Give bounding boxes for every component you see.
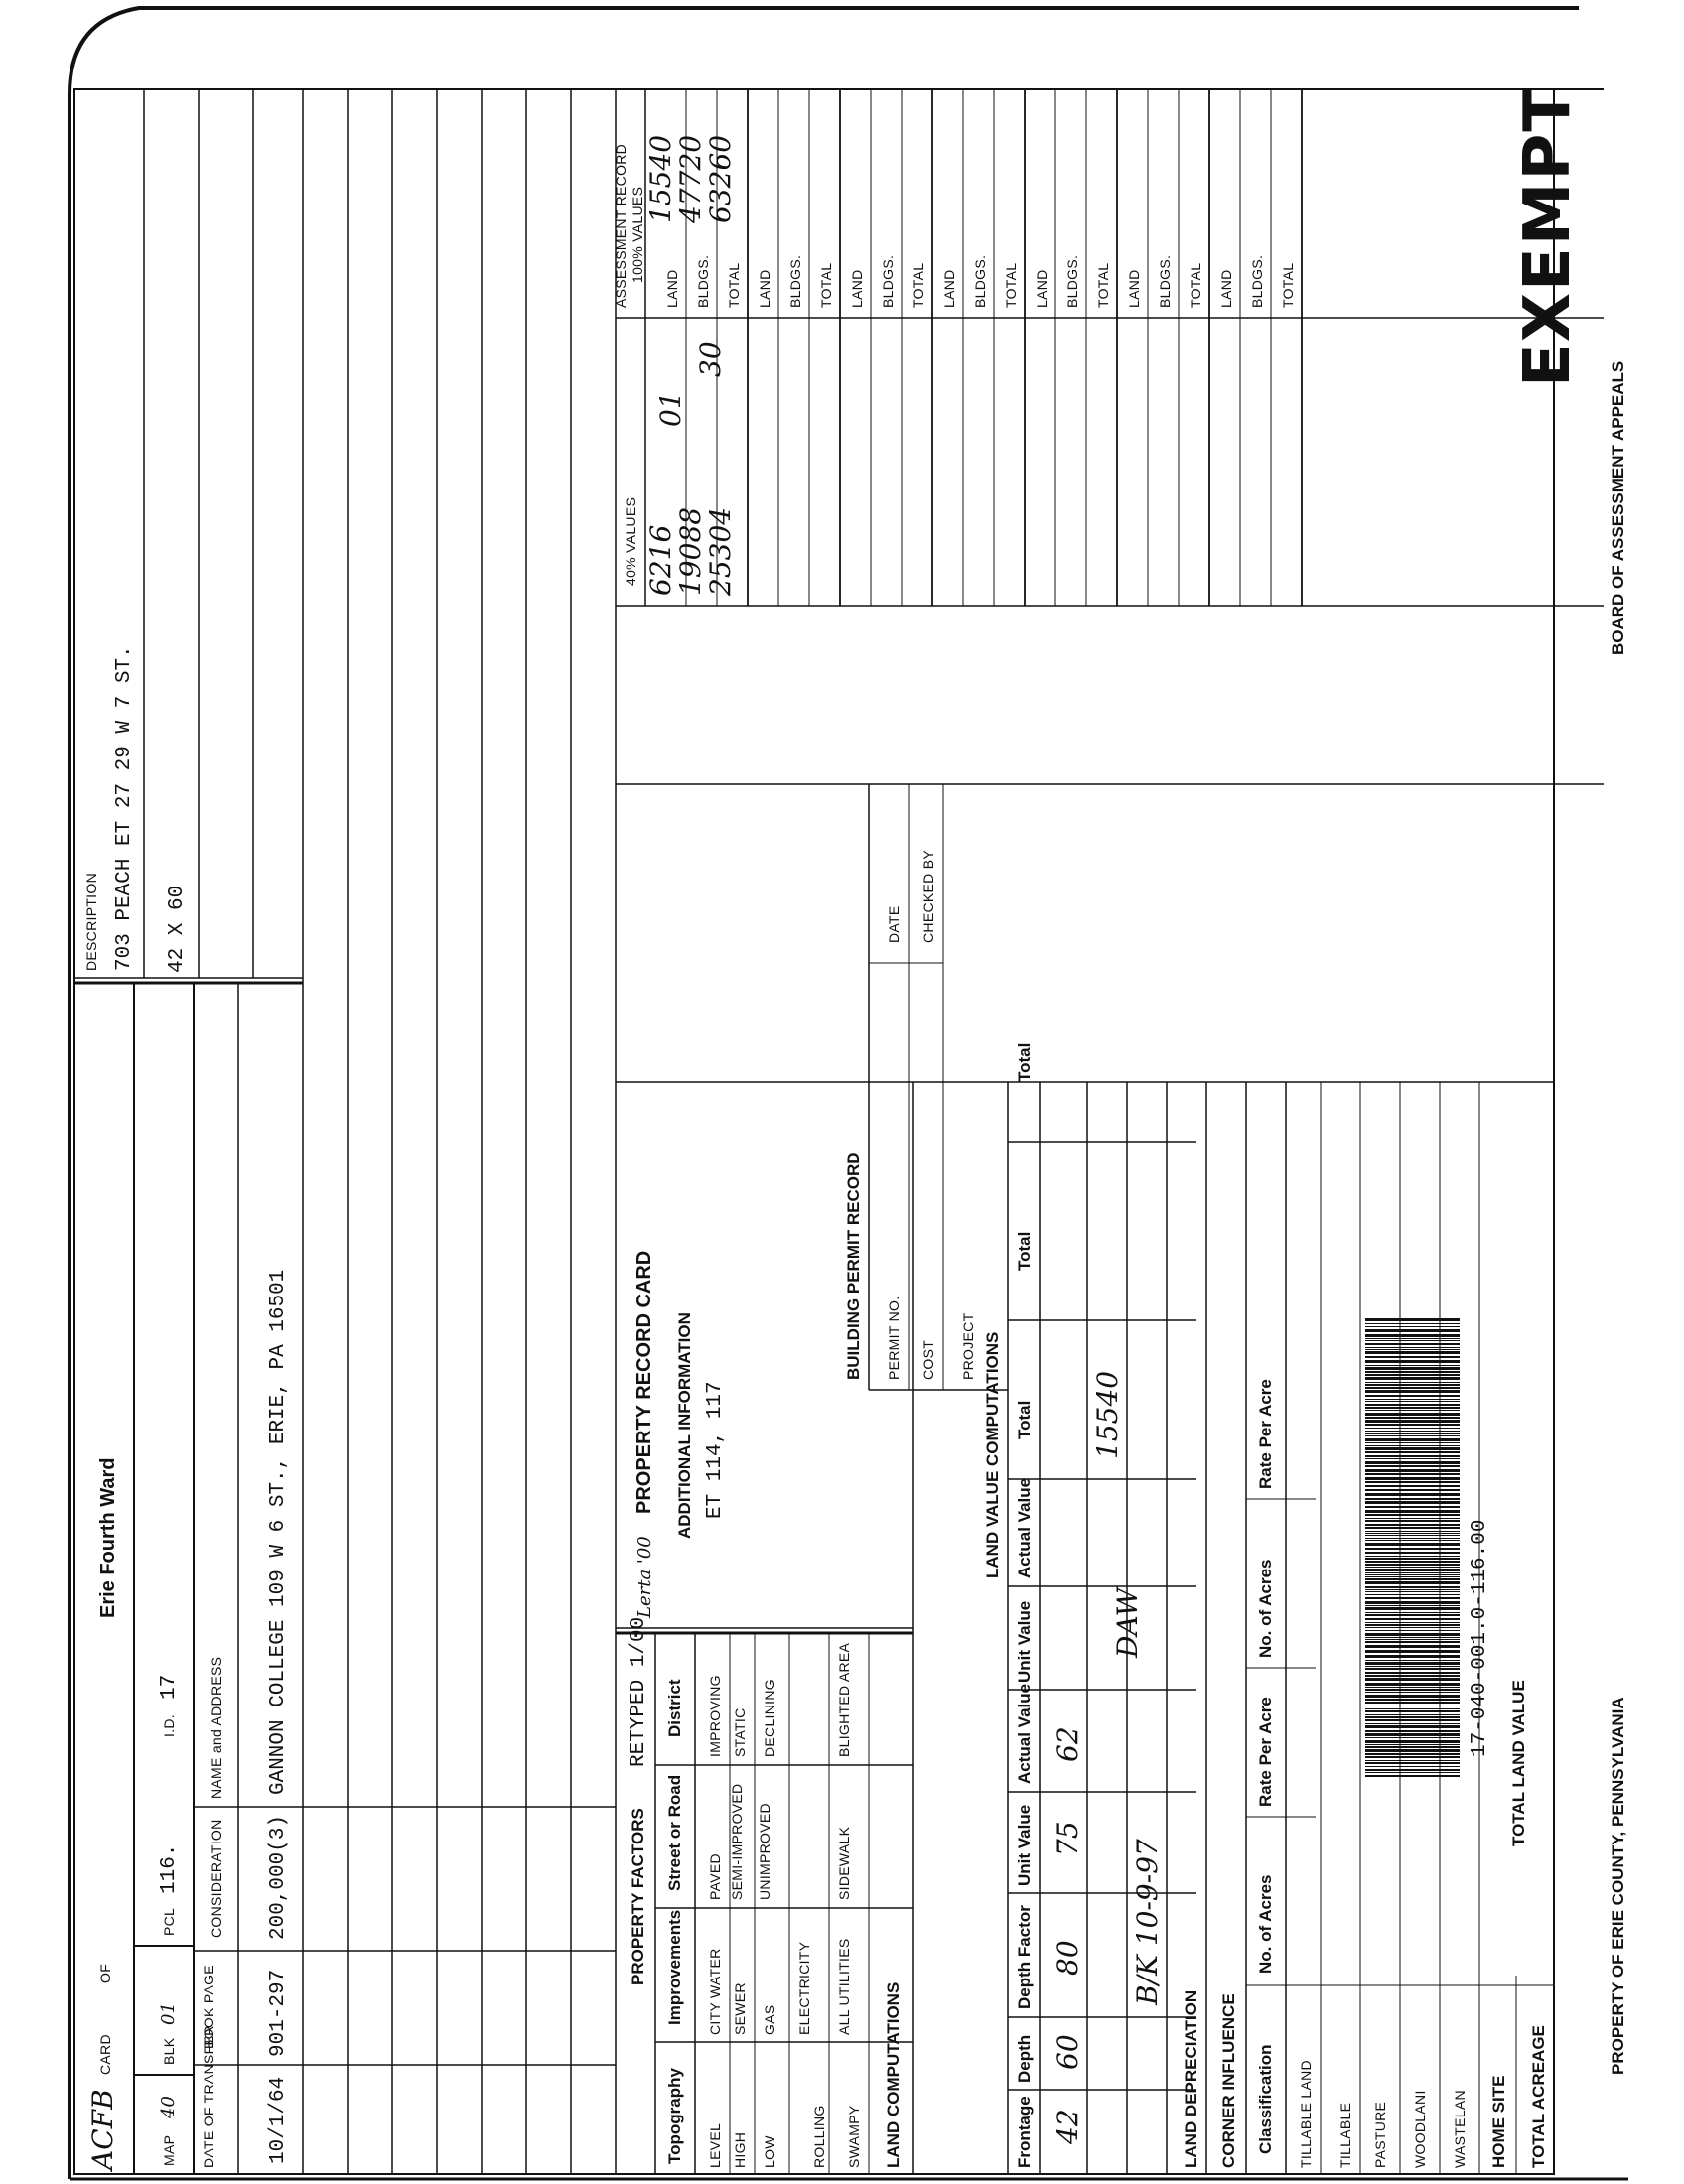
blk-label: BLK (161, 2037, 177, 2065)
barcode-bar (1365, 1501, 1460, 1504)
barcode-bar (1365, 1730, 1460, 1732)
hdr-name: NAME and ADDRESS (209, 1656, 224, 1799)
barcode-bar (1365, 1660, 1460, 1661)
district-declining: DECLINING (762, 1679, 777, 1757)
acre-woodland: WOODLANI (1412, 2090, 1428, 2168)
barcode-bar (1365, 1329, 1460, 1332)
assessment-row-label: LAND (1218, 269, 1234, 308)
barcode-bar (1365, 1641, 1460, 1643)
hdr-district: District (665, 1679, 684, 1737)
acre-wasteland: WASTELAN (1452, 2090, 1468, 2168)
acre-home-site: HOME SITE (1489, 2075, 1508, 2168)
assessment-row-label: TOTAL (1003, 262, 1019, 308)
transfer-name: GANNON COLLEGE 109 W 6 ST., ERIE, PA 16501 (267, 1269, 290, 1795)
barcode-bar (1365, 1710, 1460, 1712)
footer-left: PROPERTY OF ERIE COUNTY, PENNSYLVANIA (1609, 1697, 1627, 2075)
barcode-bar (1365, 1655, 1460, 1658)
assessment-row-label: BLDGS. (1157, 254, 1173, 308)
barcode-bar (1365, 1420, 1460, 1423)
topo-high: HIGH (732, 2131, 748, 2168)
building-permit-title: BUILDING PERMIT RECORD (844, 1152, 863, 1380)
barcode-bar (1365, 1431, 1460, 1432)
barcode-bar (1365, 1498, 1460, 1500)
barcode-bar (1365, 1384, 1460, 1386)
barcode-bar (1365, 1574, 1460, 1575)
barcode-bar (1365, 1473, 1460, 1475)
barcode-bar (1365, 1719, 1460, 1721)
pcl-label: PCL (161, 1907, 177, 1936)
barcode-bar (1365, 1695, 1460, 1698)
land-value-title: LAND VALUE COMPUTATIONS (983, 1331, 1002, 1578)
description-line1: 703 PEACH ET 27 29 W 7 ST. (113, 645, 136, 971)
barcode-bar (1365, 1477, 1460, 1480)
assessment-row-label: TOTAL (911, 262, 926, 308)
barcode-bar (1365, 1447, 1460, 1450)
acre-tillable: TILLABLE (1337, 2102, 1353, 2168)
rotated-form (74, 86, 1627, 2174)
transfer-date: 10/1/64 (267, 2076, 290, 2164)
retyped-note: RETYPED 1/00 (628, 1616, 650, 1767)
barcode-bar (1365, 1548, 1460, 1550)
assessment-row-label: BLDGS. (880, 254, 896, 308)
barcode-bar (1365, 1637, 1460, 1638)
footer-right: BOARD OF ASSESSMENT APPEALS (1609, 360, 1627, 655)
assessment-row-label: LAND (757, 269, 772, 308)
lv-hdr-total-3: Total (1015, 1042, 1034, 1082)
barcode-bar (1365, 1520, 1460, 1522)
lv-hdr-actual-value: Actual Value (1015, 1683, 1034, 1784)
barcode-bar (1365, 1340, 1460, 1341)
barcode-bar (1365, 1428, 1460, 1429)
id-label: I.D. (161, 1714, 177, 1737)
topo-rolling: ROLLING (811, 2105, 827, 2168)
street-semi: SEMI-IMPROVED (729, 1783, 745, 1900)
street-sidewalk: SIDEWALK (836, 1826, 852, 1900)
topo-low: LOW (762, 2135, 777, 2168)
barcode-bar (1365, 1318, 1460, 1321)
lv-hdr-actual-value-2: Actual Value (1015, 1477, 1034, 1578)
barcode-bar (1365, 1622, 1460, 1623)
hdr-topography: Topography (665, 2068, 684, 2164)
barcode-bar (1365, 1538, 1460, 1539)
header-region (74, 89, 616, 2174)
barcode-bar (1365, 1367, 1460, 1370)
barcode-bar (1365, 1543, 1460, 1546)
barcode-bar (1365, 1493, 1460, 1496)
barcode-bar (1365, 1413, 1460, 1416)
barcode-bar (1365, 1404, 1460, 1406)
assessment-label: ASSESSMENT RECORD (613, 143, 629, 308)
barcode-bar (1365, 1360, 1460, 1363)
barcode-bar (1365, 1737, 1460, 1738)
barcode-bar (1365, 1451, 1460, 1453)
barcode-bar (1365, 1581, 1460, 1584)
assessment-row-label: BLDGS. (1064, 254, 1080, 308)
total-land-value: TOTAL LAND VALUE (1509, 1680, 1528, 1846)
barcode-bar (1365, 1401, 1460, 1402)
additional-info-value: ET 114, 117 (704, 1381, 727, 1519)
card-of-label: OF (97, 1963, 113, 1983)
assessment-row-label: LAND (941, 269, 957, 308)
barcode-bar (1365, 1347, 1460, 1348)
assessment-row-label: TOTAL (818, 262, 834, 308)
forty-bldgs: 19088 (674, 506, 707, 596)
permit-project: PROJECT (960, 1312, 976, 1380)
acre-tillable-land: TILLABLE LAND (1298, 2060, 1314, 2168)
barcode-bar (1365, 1614, 1460, 1616)
corner-influence-label: CORNER INFLUENCE (1219, 1993, 1238, 2168)
map-value: 40 (158, 2096, 179, 2118)
barcode-bar (1365, 1558, 1460, 1560)
barcode-bar (1365, 1744, 1460, 1745)
values-section (74, 89, 1604, 784)
imp-city-water: CITY WATER (707, 1948, 723, 2035)
barcode-bar (1365, 1351, 1460, 1354)
barcode-bar (1365, 1382, 1460, 1383)
barcode-bar (1365, 1564, 1460, 1566)
acre-total-acreage: TOTAL ACREAGE (1529, 2025, 1548, 2168)
barcode (1365, 1318, 1460, 1777)
lv-hdr-depth: Depth (1015, 2034, 1034, 2083)
barcode-bar (1365, 1586, 1460, 1588)
barcode-bar (1365, 1769, 1460, 1771)
imp-all-utilities: ALL UTILITIES (836, 1938, 852, 2035)
lv-depth: 60 (1052, 2034, 1084, 2070)
assessment-row-label: LAND (1034, 269, 1050, 308)
barcode-bar (1365, 1377, 1460, 1380)
barcode-bar (1365, 1561, 1460, 1563)
assessment-row-label: TOTAL (1095, 262, 1111, 308)
barcode-bar (1365, 1605, 1460, 1606)
barcode-bar (1365, 1399, 1460, 1400)
permit-date: DATE (886, 905, 902, 943)
barcode-bar (1365, 1572, 1460, 1573)
assessment-row-label: BLDGS. (695, 254, 711, 308)
district-static: STATIC (732, 1707, 748, 1757)
barcode-bar (1365, 1533, 1460, 1534)
barcode-bar (1365, 1639, 1460, 1640)
barcode-bar (1365, 1485, 1460, 1487)
assessment-row-label: LAND (1126, 269, 1142, 308)
barcode-bar (1365, 1556, 1460, 1557)
lv-total: 15540 (1091, 1370, 1124, 1459)
barcode-bar (1365, 1569, 1460, 1571)
barcode-bar (1365, 1469, 1460, 1472)
barcode-bar (1365, 1465, 1460, 1467)
ward-title: Erie Fourth Ward (97, 1457, 119, 1618)
hundred-bldgs: 47720 (674, 134, 707, 223)
district-blighted: BLIGHTED AREA (836, 1642, 852, 1757)
barcode-bar (1365, 1740, 1460, 1743)
barcode-bar (1365, 1576, 1460, 1577)
barcode-bar (1365, 1578, 1460, 1580)
barcode-bar (1365, 1567, 1460, 1568)
barcode-bar (1365, 1424, 1460, 1426)
barcode-bar (1365, 1510, 1460, 1513)
district-improving: IMPROVING (707, 1675, 723, 1757)
land-computations-title: LAND COMPUTATIONS (884, 1981, 903, 2168)
barcode-bar (1365, 1762, 1460, 1764)
topo-level: LEVEL (707, 2122, 723, 2168)
barcode-bar (1365, 1753, 1460, 1755)
barcode-bar (1365, 1506, 1460, 1508)
barcode-bar (1365, 1645, 1460, 1648)
blk-value: 01 (158, 2002, 179, 2025)
code-b: 30 (694, 341, 727, 377)
hundred-land: 15540 (644, 134, 677, 223)
barcode-bar (1365, 1481, 1460, 1483)
barcode-bar (1365, 1334, 1460, 1337)
barcode-bar (1365, 1687, 1460, 1688)
lv-unit-value: 75 (1052, 1821, 1084, 1856)
form-frame (74, 89, 1554, 2174)
barcode-bar (1365, 1518, 1460, 1519)
barcode-bar (1365, 1407, 1460, 1409)
imp-gas: GAS (762, 2004, 777, 2035)
barcode-bar (1365, 1716, 1460, 1718)
barcode-bar (1365, 1365, 1460, 1366)
barcode-bar (1365, 1356, 1460, 1358)
assessment-row-label: TOTAL (726, 262, 742, 308)
barcode-bar (1365, 1607, 1460, 1610)
lv-initials: DAW (1111, 1587, 1144, 1658)
barcode-bar (1365, 1326, 1460, 1327)
code-a: 01 (654, 391, 687, 427)
permit-cost: COST (920, 1339, 936, 1380)
land-depreciation-label: LAND DEPRECIATION (1182, 1989, 1200, 2168)
barcode-bar (1365, 1633, 1460, 1636)
lv-frontage: 42 (1052, 2109, 1084, 2144)
card-handwritten: ACFB (86, 2089, 119, 2170)
card-border (70, 8, 1579, 2179)
exempt-stamp: EXEMPT (1511, 85, 1585, 387)
barcode-bar (1365, 1692, 1460, 1693)
lv-hdr-depth-factor: Depth Factor (1015, 1905, 1034, 2009)
card-label: CARD (97, 2034, 113, 2075)
acre-pasture: PASTURE (1372, 2101, 1388, 2168)
land-value-section (983, 1043, 1246, 2174)
assessment-row-label: LAND (849, 269, 865, 308)
street-unimproved: UNIMPROVED (757, 1803, 772, 1900)
transfer-rules (303, 89, 616, 2174)
assessment-grid (664, 89, 1302, 606)
barcode-bar (1365, 1772, 1460, 1773)
hundred-total: 63260 (704, 134, 737, 223)
assessment-row-label: TOTAL (1280, 262, 1296, 308)
id-value: 17 (158, 1674, 181, 1700)
barcode-bar (1365, 1675, 1460, 1677)
transfer-book: 901-297 (267, 1969, 290, 2057)
lv-hdr-unit-value-2: Unit Value (1015, 1600, 1034, 1683)
acreage-section (1246, 1082, 1554, 2174)
barcode-bar (1365, 1531, 1460, 1532)
lv-hdr-total-1: Total (1015, 1400, 1034, 1439)
permit-checked-by: CHECKED BY (920, 849, 936, 943)
barcode-bar (1365, 1323, 1460, 1324)
barcode-bar (1365, 1668, 1460, 1670)
barcode-bar (1365, 1624, 1460, 1626)
lv-actual-value: 62 (1052, 1726, 1084, 1762)
barcode-bar (1365, 1672, 1460, 1674)
barcode-bar (1365, 1387, 1460, 1389)
barcode-bar (1365, 1601, 1460, 1604)
barcode-bar (1365, 1374, 1460, 1376)
barcode-bar (1365, 1760, 1460, 1761)
forty-land: 6216 (644, 524, 677, 596)
barcode-bar (1365, 1689, 1460, 1691)
record-note: Lerta '00 (634, 1536, 655, 1618)
barcode-bar (1365, 1766, 1460, 1767)
acre-hdr-acres-1: No. of Acres (1256, 1874, 1275, 1974)
barcode-bar (1365, 1725, 1460, 1728)
topo-swampy: SWAMPY (846, 2105, 862, 2168)
acre-hdr-rate-1: Rate Per Acre (1256, 1697, 1275, 1807)
barcode-bar (1365, 1723, 1460, 1724)
barcode-number: 17-040-001.0-116.00 (1469, 1519, 1491, 1757)
barcode-bar (1365, 1417, 1460, 1419)
property-factors-title: PROPERTY FACTORS (629, 1808, 647, 1985)
barcode-bar (1365, 1455, 1460, 1457)
barcode-bar (1365, 1540, 1460, 1541)
barcode-bar (1365, 1343, 1460, 1345)
barcode-bar (1365, 1666, 1460, 1667)
barcode-bar (1365, 1699, 1460, 1701)
assessment-row-label: BLDGS. (787, 254, 803, 308)
barcode-bar (1365, 1594, 1460, 1595)
lv-depth-factor: 80 (1052, 1940, 1084, 1976)
pcl-value: 116. (158, 1843, 181, 1894)
assessment-row-label: BLDGS. (972, 254, 988, 308)
hdr-consideration: CONSIDERATION (209, 1819, 224, 1938)
barcode-bar (1365, 1662, 1460, 1665)
hdr-book: BOOK PAGE (201, 1965, 216, 2049)
barcode-bar (1365, 1433, 1460, 1434)
hdr-date: DATE OF TRANSFER (201, 2025, 216, 2168)
barcode-bar (1365, 1338, 1460, 1339)
assessment-sub: 100% VALUES (630, 186, 645, 283)
barcode-bar (1365, 1683, 1460, 1686)
additional-info-label: ADDITIONAL INFORMATION (675, 1312, 694, 1539)
barcode-bar (1365, 1390, 1460, 1393)
acre-hdr-classification: Classification (1256, 2044, 1275, 2154)
barcode-bar (1365, 1438, 1460, 1441)
barcode-bar (1365, 1630, 1460, 1631)
lv-signoff: B/K 10-9-97 (1131, 1839, 1164, 2005)
barcode-bar (1365, 1591, 1460, 1592)
barcode-bar (1365, 1527, 1460, 1529)
hdr-street: Street or Road (665, 1774, 684, 1891)
forty-total: 25304 (704, 506, 737, 596)
barcode-bar (1365, 1775, 1460, 1777)
barcode-bar (1365, 1410, 1460, 1411)
barcode-bar (1365, 1597, 1460, 1599)
barcode-bar (1365, 1708, 1460, 1709)
record-card-title: PROPERTY RECORD CARD (633, 1250, 655, 1514)
barcode-bar (1365, 1650, 1460, 1653)
barcode-bar (1365, 1618, 1460, 1620)
barcode-bar (1365, 1395, 1460, 1397)
barcode-bar (1365, 1552, 1460, 1554)
barcode-bar (1365, 1524, 1460, 1526)
barcode-bar (1365, 1458, 1460, 1459)
barcode-bar (1365, 1442, 1460, 1443)
barcode-bar (1365, 1461, 1460, 1464)
barcode-bar (1365, 1627, 1460, 1628)
description-line2: 42 X 60 (166, 885, 189, 973)
map-label: MAP (161, 2134, 177, 2166)
barcode-bar (1365, 1371, 1460, 1373)
barcode-bar (1365, 1749, 1460, 1752)
barcode-bar (1365, 1589, 1460, 1590)
barcode-bar (1365, 1733, 1460, 1736)
assessment-row-label: LAND (664, 269, 680, 308)
acre-hdr-rate-2: Rate Per Acre (1256, 1379, 1275, 1489)
barcode-bar (1365, 1756, 1460, 1758)
barcode-bar (1365, 1746, 1460, 1748)
lv-hdr-unit-value: Unit Value (1015, 1804, 1034, 1886)
lv-hdr-total-2: Total (1015, 1231, 1034, 1271)
barcode-bar (1365, 1702, 1460, 1704)
imp-sewer: SEWER (732, 1982, 748, 2035)
description-label: DESCRIPTION (83, 873, 99, 971)
assessment-row-label: TOTAL (1188, 262, 1203, 308)
lv-hdr-frontage: Frontage (1015, 2096, 1034, 2168)
barcode-bar (1365, 1514, 1460, 1516)
barcode-bar (1365, 1435, 1460, 1436)
street-paved: PAVED (707, 1853, 723, 1900)
barcode-bar (1365, 1445, 1460, 1446)
barcode-bar (1365, 1678, 1460, 1681)
barcode-bar (1365, 1612, 1460, 1613)
assessment-row-label: BLDGS. (1249, 254, 1265, 308)
imp-electricity: ELECTRICITY (796, 1941, 812, 2035)
acre-hdr-acres-2: No. of Acres (1256, 1559, 1275, 1658)
hdr-improvements: Improvements (665, 1909, 684, 2025)
transfer-consideration: 200,000(3) (267, 1814, 290, 1940)
barcode-bar (1365, 1349, 1460, 1350)
barcode-bar (1365, 1535, 1460, 1536)
barcode-bar (1365, 1489, 1460, 1491)
permit-no: PERMIT NO. (886, 1296, 902, 1380)
barcode-bar (1365, 1714, 1460, 1715)
forty-label: 40% VALUES (623, 496, 638, 586)
